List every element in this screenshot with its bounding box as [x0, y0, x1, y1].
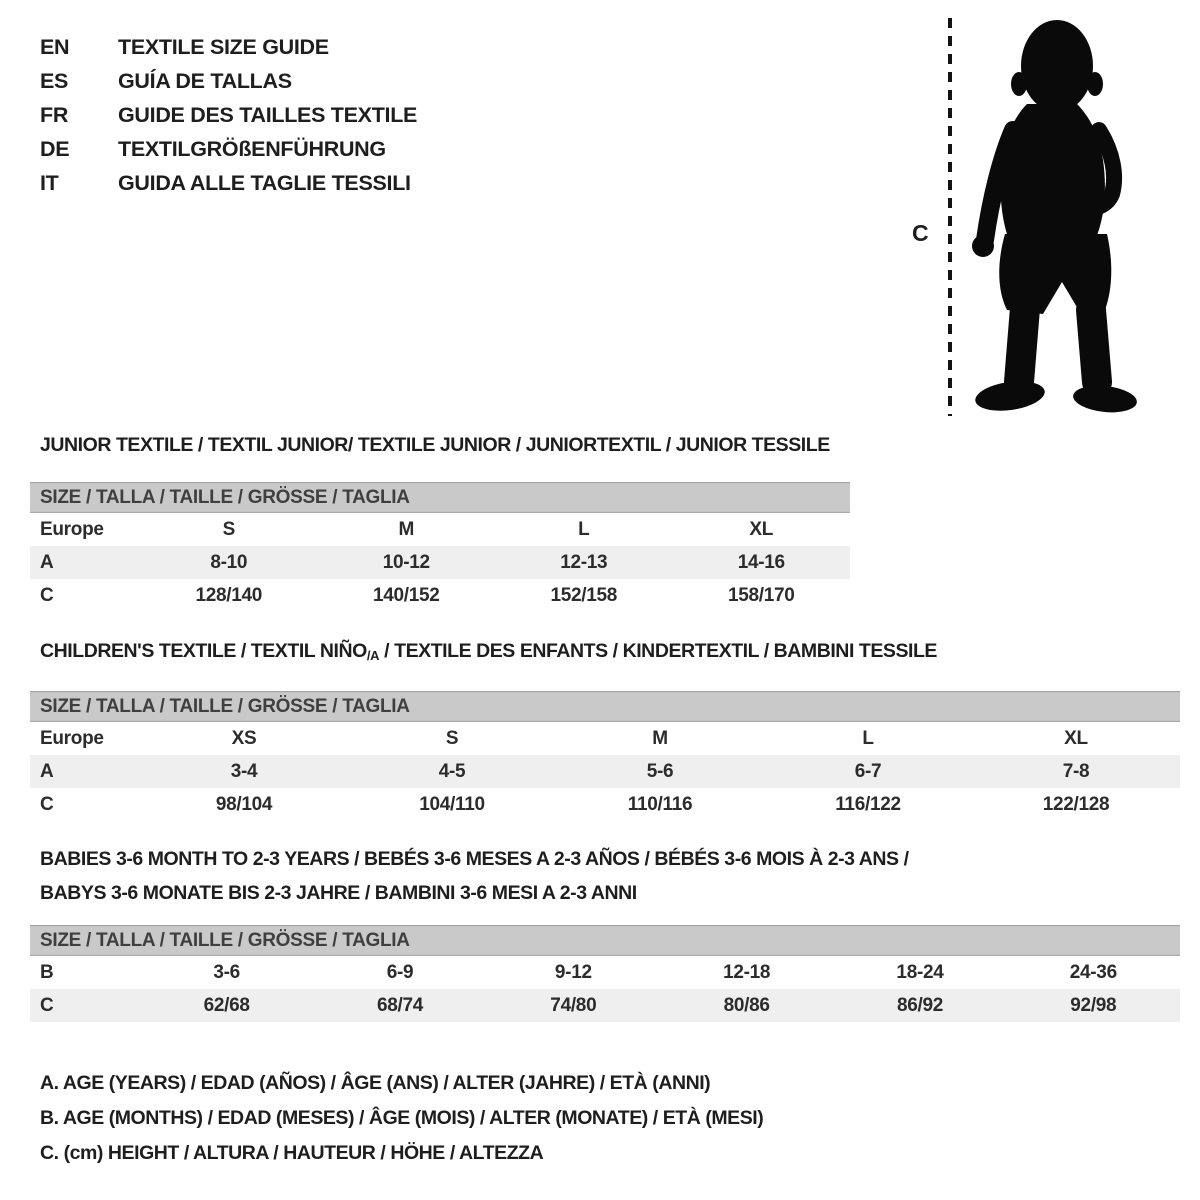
lang-label: GUIDA ALLE TAGLIE TESSILI	[118, 171, 411, 195]
row-label: Europe	[40, 728, 104, 749]
age-cell: 18-24	[896, 962, 944, 983]
age-cell: 5-6	[646, 761, 674, 782]
size-cell: M	[652, 728, 668, 749]
size-header-label: SIZE / TALLA / TAILLE / GRÖSSE / TAGLIA	[40, 696, 410, 717]
language-title-block	[40, 36, 417, 206]
row-label: B	[40, 962, 54, 983]
height-cell: 98/104	[215, 794, 273, 815]
lang-label: GUIDE DES TAILLES TEXTILE	[118, 103, 418, 127]
size-cell: L	[578, 519, 590, 540]
children-row-age-years	[30, 755, 1180, 788]
age-cell: 4-5	[438, 761, 466, 782]
height-cell: 62/68	[203, 995, 250, 1016]
height-measure-dashed-line	[948, 18, 952, 416]
babies-row-height-cm	[30, 989, 1180, 1022]
children-title-post: / TEXTILE DES ENFANTS / KINDERTEXTIL / BAMBINI TESSILE	[379, 640, 937, 662]
size-cell: S	[222, 519, 235, 540]
children-title-sub: /A	[366, 648, 380, 663]
size-header-label: SIZE / TALLA / TAILLE / GRÖSSE / TAGLIA	[40, 487, 410, 508]
age-cell: 10-12	[382, 552, 430, 573]
height-cell: 158/170	[727, 585, 795, 606]
babies-section-title-line2: BABYS 3-6 MONATE BIS 2-3 JAHRE / BAMBINI 3-6 MESI A 2-3 ANNI	[40, 882, 637, 904]
size-cell: XL	[1064, 728, 1088, 749]
height-measure-label: C	[912, 220, 929, 246]
row-label: A	[40, 761, 54, 782]
babies-size-table	[30, 925, 1180, 1022]
height-cell: 80/86	[723, 995, 770, 1016]
row-label: A	[40, 552, 54, 573]
height-cell: 74/80	[550, 995, 597, 1016]
legend-age-years: A. AGE (YEARS) / EDAD (AÑOS) / ÂGE (ANS) / ALTER (JAHRE) / ETÀ (ANNI)	[40, 1072, 711, 1094]
size-cell: M	[398, 519, 415, 540]
lang-label: TEXTILE SIZE GUIDE	[118, 35, 329, 59]
junior-size-header-bar	[30, 482, 850, 513]
height-cell: 122/128	[1042, 794, 1110, 815]
age-cell: 24-36	[1069, 962, 1117, 983]
children-row-height-cm	[30, 788, 1180, 821]
lang-row-fr	[40, 104, 417, 127]
height-cell: 116/122	[835, 794, 901, 815]
age-cell: 12-13	[560, 552, 608, 573]
lang-code: FR	[40, 103, 69, 127]
size-cell: S	[445, 728, 459, 749]
babies-size-header-bar	[30, 925, 1180, 956]
lang-code: IT	[40, 171, 59, 195]
lang-code: ES	[40, 69, 69, 93]
lang-code: DE	[40, 137, 70, 161]
size-cell: L	[862, 728, 874, 749]
lang-row-de	[40, 138, 417, 161]
children-row-europe	[30, 722, 1180, 755]
junior-row-europe	[30, 513, 850, 546]
age-cell: 6-9	[386, 962, 414, 983]
row-label: C	[40, 585, 54, 606]
height-cell: 152/158	[550, 585, 618, 606]
legend-age-months: B. AGE (MONTHS) / EDAD (MESES) / ÂGE (MOIS) / ALTER (MONATE) / ETÀ (MESI)	[40, 1107, 764, 1129]
babies-section-title-line1: BABIES 3-6 MONTH TO 2-3 YEARS / BEBÉS 3-6 MESES A 2-3 AÑOS / BÉBÉS 3-6 MOIS À 2-3 ANS /	[40, 848, 909, 870]
row-label: Europe	[40, 519, 104, 540]
height-cell: 68/74	[376, 995, 424, 1016]
junior-row-height-cm	[30, 579, 850, 612]
height-cell: 140/152	[372, 585, 440, 606]
age-cell: 3-4	[230, 761, 258, 782]
lang-row-en	[40, 36, 417, 59]
height-cell: 86/92	[896, 995, 943, 1016]
junior-size-table	[30, 482, 850, 612]
height-cell: 104/110	[419, 794, 485, 815]
age-cell: 6-7	[854, 761, 882, 782]
height-cell: 128/140	[195, 585, 263, 606]
babies-row-age-months	[30, 956, 1180, 989]
lang-label: GUÍA DE TALLAS	[118, 69, 292, 93]
children-size-table	[30, 691, 1180, 821]
size-header-label: SIZE / TALLA / TAILLE / GRÖSSE / TAGLIA	[40, 930, 410, 951]
age-cell: 9-12	[554, 962, 592, 983]
legend-height-cm: C. (cm) HEIGHT / ALTURA / HAUTEUR / HÖHE / ALTEZZA	[40, 1142, 544, 1164]
age-cell: 8-10	[210, 552, 248, 573]
row-label: C	[40, 995, 54, 1016]
children-title-pre: CHILDREN'S TEXTILE / TEXTIL NIÑO	[40, 640, 367, 662]
lang-row-es	[40, 70, 417, 93]
lang-row-it	[40, 172, 417, 195]
lang-label: TEXTILGRÖßENFÜHRUNG	[118, 137, 386, 161]
size-cell: XL	[749, 519, 774, 540]
age-cell: 7-8	[1062, 761, 1090, 782]
toddler-silhouette-icon	[965, 18, 1140, 418]
lang-code: EN	[40, 35, 70, 59]
row-label: C	[40, 794, 54, 815]
height-cell: 110/116	[627, 794, 693, 815]
age-cell: 12-18	[723, 962, 771, 983]
size-cell: XS	[231, 728, 257, 749]
junior-row-age-years	[30, 546, 850, 579]
children-section-title	[40, 640, 937, 664]
age-cell: 3-6	[213, 962, 240, 983]
children-size-header-bar	[30, 691, 1180, 722]
junior-section-title: JUNIOR TEXTILE / TEXTIL JUNIOR/ TEXTILE JUNIOR / JUNIORTEXTIL / JUNIOR TESSILE	[40, 434, 830, 456]
height-cell: 92/98	[1070, 995, 1117, 1016]
age-cell: 14-16	[737, 552, 785, 573]
